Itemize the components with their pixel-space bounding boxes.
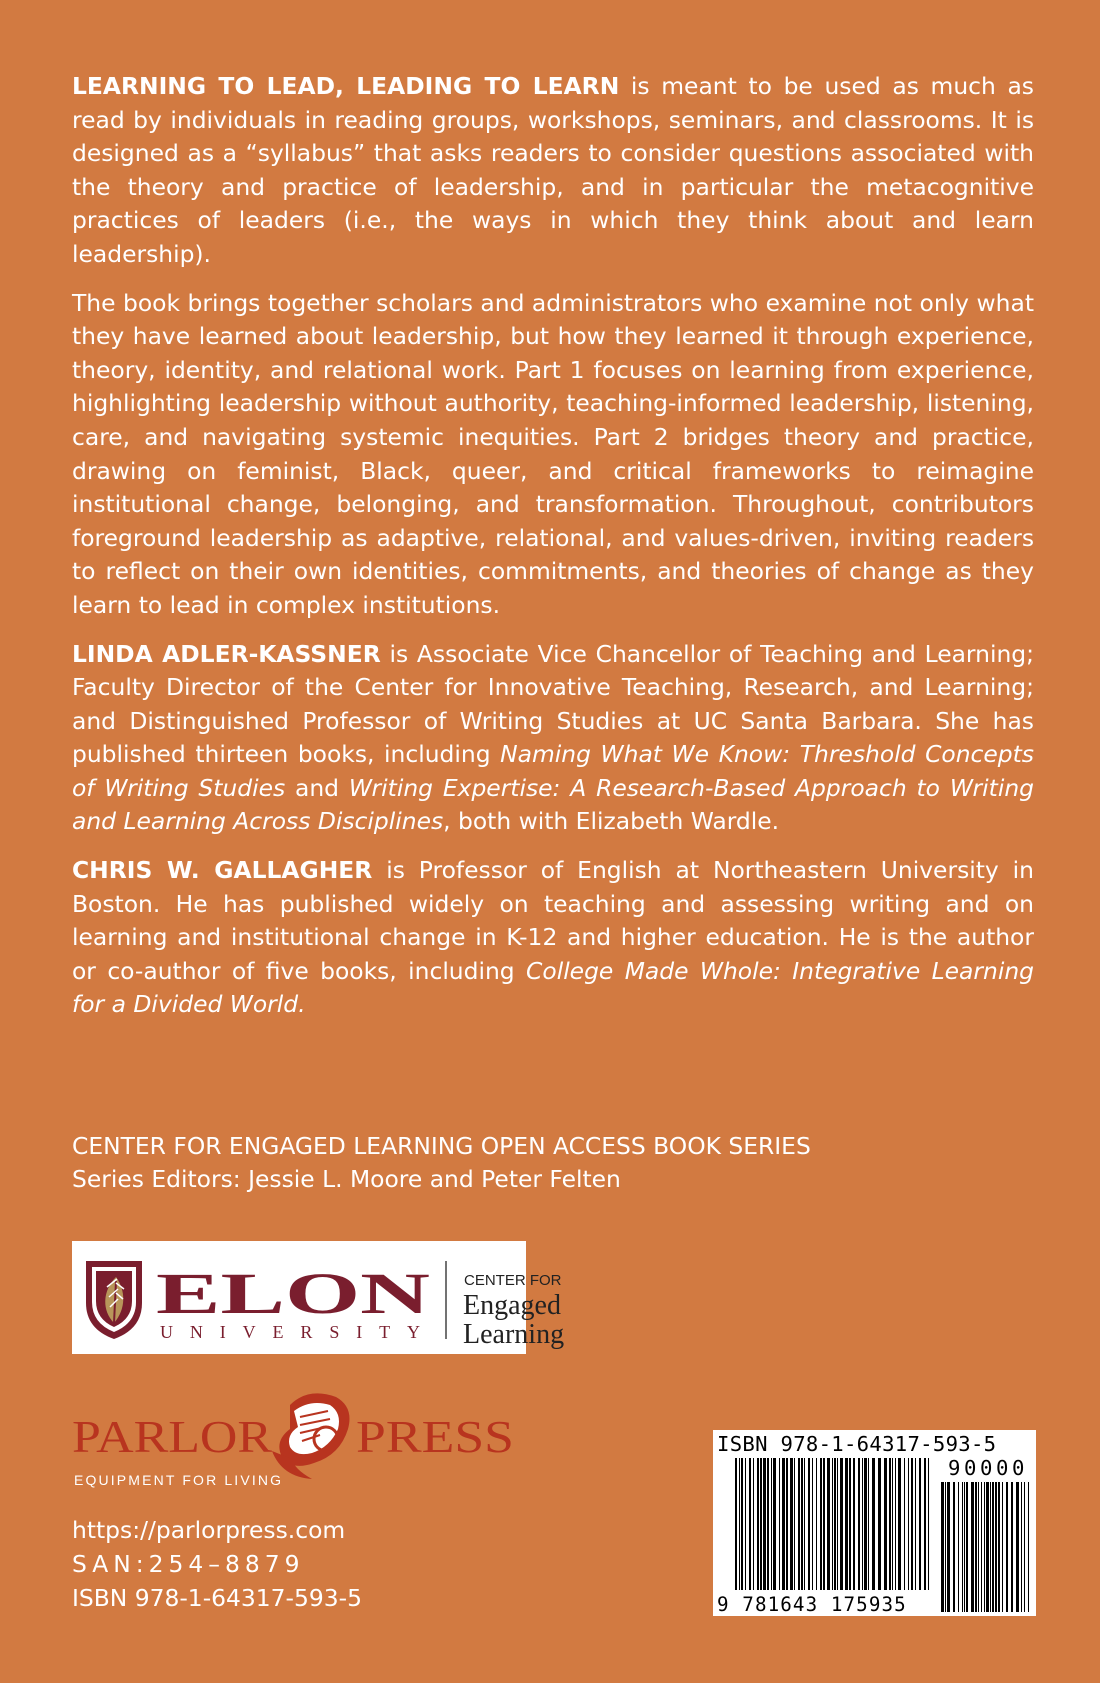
cel-center-for: CENTER FOR: [464, 1272, 562, 1289]
series-title: CENTER FOR ENGAGED LEARNING OPEN ACCESS BOOK SERIES: [72, 1132, 811, 1160]
barcode-bar: [915, 1458, 916, 1590]
publisher-san: SAN:254–8879: [72, 1550, 305, 1578]
barcode-bar: [773, 1458, 776, 1590]
barcode-bar: [858, 1458, 860, 1590]
text-run: The book brings together scholars and administrators who examine not only what they have learned about leadership, but how they learned it through experience, theory, identity, and relational work. Part 1 focuses on learning from experience, highlighting leadership without authority, teaching-informed leadership, listening, care, and navigating systemic inequities. Part 2 bridges theory and practice, drawing on feminist, Black, queer, and critical frameworks to reimagine institutional change, belonging, and transformation. Throughout, contributors foreground leadership as adaptive, relational, and values-driven, inviting readers to reflect on their own identities, commitments, and theories of change as they learn to lead in complex institutions.: [72, 288, 1034, 619]
barcode-addon-bar: [975, 1482, 977, 1612]
italic-title-run: Naming What We Know: Threshold Concepts of Writing Studies: [72, 740, 1034, 802]
parlor-press-logo: [68, 1385, 518, 1495]
barcode-bar: [790, 1458, 793, 1590]
cel-engaged: Engaged: [463, 1290, 561, 1321]
barcode-bar: [868, 1458, 869, 1590]
barcode-bar: [794, 1458, 795, 1590]
publisher-info: [72, 1513, 362, 1615]
barcode-bar: [845, 1458, 848, 1590]
barcode-bar: [779, 1458, 780, 1590]
elon-university-sub: UNIVERSITY: [160, 1322, 426, 1342]
barcode-bar: [840, 1458, 843, 1590]
barcode-addon-bar: [953, 1482, 955, 1612]
barcode-bar: [767, 1458, 769, 1590]
barcode-bar: [735, 1458, 737, 1590]
barcode-addon-bar: [990, 1482, 991, 1612]
barcode-bar: [834, 1458, 836, 1590]
italic-title-run: Writing Expertise: A Research-Based Approach to Writing and Learning Across Disciplines: [72, 773, 1034, 836]
elon-university-logo: [72, 1241, 565, 1354]
barcode-bar: [786, 1458, 788, 1590]
series-editors: Series Editors: Jessie L. Moore and Peter Felten: [72, 1165, 621, 1193]
barcode-addon-bar: [962, 1482, 963, 1612]
barcode-isbn-text: ISBN 978-1-64317-593-5: [717, 1432, 997, 1456]
barcode-addon-bar: [971, 1482, 974, 1612]
barcode-bar: [889, 1458, 891, 1590]
barcode-bar: [798, 1458, 800, 1590]
barcode-bar: [898, 1458, 901, 1590]
barcode-addon-bar: [964, 1482, 965, 1612]
author-bio-adler-kassner: [72, 638, 1034, 840]
barcode-ean-digits: 9 781643 175935: [717, 1593, 907, 1616]
barcode-bar: [928, 1458, 929, 1590]
barcode-bar: [760, 1458, 762, 1590]
barcode-addon-bar: [981, 1482, 982, 1612]
barcode-bar: [827, 1458, 830, 1590]
barcode-bar: [749, 1458, 751, 1590]
barcode-bar: [864, 1458, 867, 1590]
parlor-wordmark: PARLOR: [72, 1411, 273, 1462]
text-run: is Associate Vice Chancellor of Teaching and Learning; Faculty Director of the Center for Innovative Teaching, Research, and Learning; and Distinguished Professor of Writing Studies at UC Santa Barbara. She has published thirteen books, including: [72, 639, 1034, 769]
press-wordmark: PRESS: [356, 1411, 514, 1462]
barcode-addon-bar: [1016, 1482, 1019, 1612]
barcode-bar: [837, 1458, 838, 1590]
barcode-bar: [872, 1458, 875, 1590]
barcode-addon-bar: [1028, 1482, 1029, 1612]
barcode-bar: [892, 1458, 893, 1590]
barcode-addon-bar: [1024, 1482, 1025, 1612]
text-run: , both with Elizabeth Wardle.: [443, 807, 780, 836]
barcode-addon-bar: [958, 1482, 959, 1612]
back-cover-description: [72, 70, 1034, 1037]
barcode-addon-bar: [941, 1482, 944, 1612]
barcode-addon-bar: [945, 1482, 946, 1612]
parlor-tagline: EQUIPMENT FOR LIVING: [74, 1472, 282, 1488]
barcode-bar: [753, 1458, 754, 1590]
italic-title-run: College Made Whole: Integrative Learning for a Divided World.: [72, 956, 1034, 1019]
barcode-bar: [823, 1458, 825, 1590]
isbn-barcode: [713, 1430, 1036, 1616]
barcode-bar: [804, 1458, 805, 1590]
scroll-emblem-icon: [272, 1393, 350, 1479]
author-bio-gallagher: [72, 854, 1034, 1022]
barcode-bars-icon: [713, 1430, 1036, 1616]
publisher-isbn: ISBN 978-1-64317-593-5: [72, 1584, 362, 1612]
text-run: is Professor of English at Northeastern University in Boston. He has published widely on teaching and assessing writing and on learning and institutional change in K-12 and higher education. He is the author or co-author of five books, including: [72, 856, 1034, 985]
barcode-addon-bar: [978, 1482, 979, 1612]
publisher-url[interactable]: https://parlorpress.com: [72, 1516, 346, 1544]
barcode-bar: [741, 1458, 743, 1590]
barcode-bar: [757, 1458, 759, 1590]
barcode-bar: [911, 1458, 913, 1590]
bold-run: CHRIS W. GALLAGHER: [72, 856, 373, 885]
bold-run: LEARNING TO LEAD, LEADING TO LEARN: [72, 72, 620, 100]
barcode-bar: [739, 1458, 740, 1590]
barcode-bar: [808, 1458, 810, 1590]
barcode-addon-bar: [992, 1482, 994, 1612]
elon-logo-graphic: [72, 1241, 565, 1354]
barcode-bar: [820, 1458, 822, 1590]
barcode-bar: [812, 1458, 813, 1590]
barcode-addon-bar: [1011, 1482, 1013, 1612]
parlor-logo-graphic: [68, 1385, 518, 1495]
description-paragraph: [72, 287, 1034, 623]
barcode-addon-bar: [984, 1482, 985, 1612]
cel-learning: Learning: [463, 1319, 565, 1350]
barcode-addon-bar: [986, 1482, 989, 1612]
barcode-bar: [782, 1458, 785, 1590]
barcode-addon-bar: [1002, 1482, 1003, 1612]
barcode-addon-bar: [1021, 1482, 1022, 1612]
barcode-bar: [908, 1458, 909, 1590]
barcode-addon-bar: [995, 1482, 997, 1612]
text-run: is meant to be used as much as read by individuals in reading groups, workshops, seminars, and classrooms. It is designed as a “syllabus” that asks readers to consider questions associated with the theory and practice of leadership, and in particular the metacognitive practices of leaders (i.e., the ways in which they think about and learn leadership).: [72, 72, 1034, 268]
description-paragraph: [72, 70, 1034, 272]
barcode-bar: [904, 1458, 905, 1590]
barcode-addon-bar: [1006, 1482, 1008, 1612]
barcode-bar: [763, 1458, 766, 1590]
barcode-bar: [816, 1458, 817, 1590]
barcode-addon-bar: [998, 1482, 1000, 1612]
barcode-bar: [849, 1458, 851, 1590]
barcode-bar: [895, 1458, 896, 1590]
book-series-info: [72, 1130, 1034, 1196]
barcode-bar: [853, 1458, 855, 1590]
barcode-bar: [832, 1458, 833, 1590]
barcode-bar: [771, 1458, 772, 1590]
text-run: and: [285, 773, 349, 802]
barcode-bar: [884, 1458, 887, 1590]
barcode-bar: [745, 1458, 746, 1590]
barcode-addon-bar: [966, 1482, 968, 1612]
barcode-bar: [862, 1458, 863, 1590]
elon-wordmark: ELON: [156, 1261, 431, 1326]
barcode-bar: [801, 1458, 803, 1590]
barcode-bar: [878, 1458, 881, 1590]
barcode-bar: [919, 1458, 921, 1590]
barcode-bar: [924, 1458, 926, 1590]
barcode-addon-digits: 90000: [948, 1456, 1028, 1480]
barcode-addon-bar: [947, 1482, 950, 1612]
bold-run: LINDA ADLER-KASSNER: [72, 639, 381, 668]
